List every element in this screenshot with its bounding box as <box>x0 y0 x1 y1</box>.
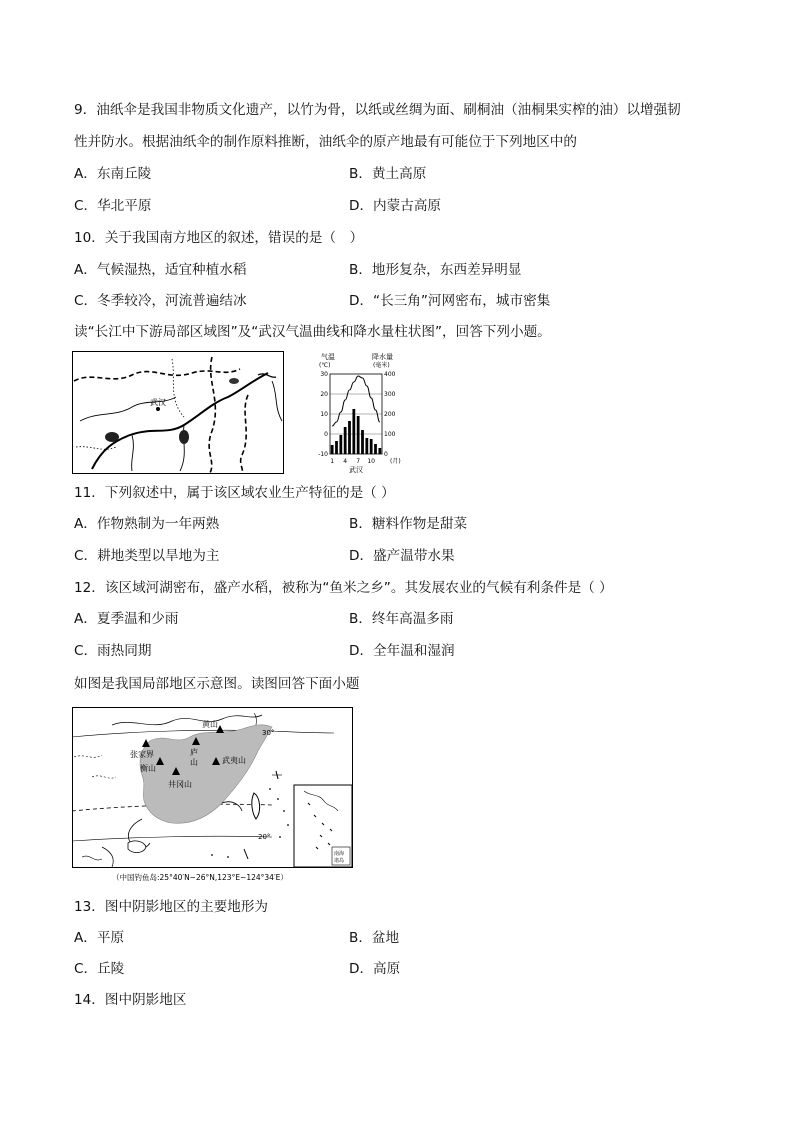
q11-option-b: B．糖料作物是甜菜 <box>349 516 468 532</box>
precip-bar-month-12 <box>378 448 381 454</box>
q9-option-b: B．黄土高原 <box>349 166 427 182</box>
month-tick-label: 4 <box>343 458 348 465</box>
temp-tick-label: 30 <box>320 371 328 378</box>
label-hengshan: 衡山 <box>140 764 156 773</box>
precip-bar-month-8 <box>361 430 364 454</box>
q10-option-a: A．气候湿热，适宜种植水稻 <box>74 262 247 278</box>
temp-axis-label: 气温 <box>321 353 335 361</box>
q10-option-b: B．地形复杂，东西差异明显 <box>349 262 522 278</box>
q11-option-d: D．盛产温带水果 <box>349 548 455 564</box>
precip-bar-month-6 <box>352 409 355 454</box>
q13-option-a: A．平原 <box>74 930 125 946</box>
q13-option-b: B．盆地 <box>349 930 400 946</box>
q9-option-d: D．内蒙古高原 <box>349 198 442 214</box>
chart-title: 武汉 <box>349 466 363 474</box>
temp-tick-label: 20 <box>320 391 328 398</box>
q12-option-d: D．全年温和湿润 <box>349 643 455 659</box>
precip-bar-month-9 <box>365 438 368 454</box>
south-china-map <box>72 707 354 885</box>
label-lushan-2: 山 <box>190 758 198 767</box>
temp-axis-unit: (℃) <box>319 362 331 369</box>
month-tick-label: 10 <box>367 458 375 465</box>
label-lushan-1: 庐 <box>190 748 198 757</box>
label-wuyishan: 武夷山 <box>222 756 246 765</box>
precip-tick-label: 200 <box>384 411 396 418</box>
intro-1: 读“长江中下游局部区域图”及“武汉气温曲线和降水量柱状图”，回答下列小题。 <box>74 324 551 340</box>
precip-bar-month-2 <box>335 441 338 454</box>
q9-stem-line1: 9．油纸伞是我国非物质文化遗产，以竹为骨，以纸或丝绸为面、刷桐油（油桐果实榨的油）以增强韧 <box>74 102 681 118</box>
precip-bar-month-10 <box>370 439 373 454</box>
q13-option-d: D．高原 <box>349 961 401 977</box>
q9-option-a: A．东南丘陵 <box>74 166 152 182</box>
precip-bar-month-4 <box>344 427 347 454</box>
precip-bar-month-11 <box>374 444 377 454</box>
precip-bar-month-7 <box>357 416 360 454</box>
q10-stem: 10．关于我国南方地区的叙述，错误的是（ ） <box>74 230 364 246</box>
intro-2: 如图是我国局部地区示意图。读图回答下面小题 <box>74 676 360 692</box>
q12-option-a: A．夏季温和少雨 <box>74 611 179 627</box>
inset-label-2: 诸岛 <box>334 858 345 864</box>
precip-tick-label: 400 <box>384 371 396 378</box>
q9-option-c: C．华北平原 <box>74 198 152 214</box>
yangtze-region-map <box>72 351 284 474</box>
label-jinggangshan: 井冈山 <box>168 780 192 789</box>
precip-bar-month-5 <box>348 421 351 454</box>
q10-option-d: D．“长三角”河网密布，城市密集 <box>349 293 551 309</box>
month-tick-label: 1 <box>330 458 335 465</box>
precip-axis-unit: (毫米) <box>373 362 390 369</box>
wuhan-climate-chart <box>310 350 410 475</box>
q11-stem: 11．下列叙述中，属于该区域农业生产特征的是（ ） <box>74 485 395 501</box>
q13-stem: 13．图中阴影地区的主要地形为 <box>74 899 269 915</box>
precip-tick-label: 300 <box>384 391 396 398</box>
precip-bar-month-1 <box>331 445 334 454</box>
label-huangshan: 黄山 <box>202 720 218 729</box>
q12-option-c: C．雨热同期 <box>74 643 152 659</box>
precip-bar-month-3 <box>339 435 342 454</box>
figure2-caption: （中国钓鱼岛:25°40′N~26°N,123°E~124°34′E） <box>112 873 288 882</box>
q13-option-c: C．丘陵 <box>74 961 125 977</box>
precip-tick-label: 100 <box>384 431 396 438</box>
q14-stem: 14．图中阴影地区 <box>74 992 187 1008</box>
temp-tick-label: -10 <box>318 451 328 458</box>
q9-stem-line2: 性并防水。根据油纸伞的制作原料推断，油纸伞的原产地最有可能位于下列地区中的 <box>74 134 577 150</box>
q10-option-c: C．冬季较冷，河流普遍结冰 <box>74 293 247 309</box>
precip-tick-label: 0 <box>384 451 388 458</box>
q11-option-a: A．作物熟制为一年两熟 <box>74 516 220 532</box>
temp-tick-label: 0 <box>324 431 328 438</box>
temp-tick-label: 10 <box>320 411 328 418</box>
month-tick-label: 7 <box>356 458 361 465</box>
q12-option-b: B．终年高温多雨 <box>349 611 454 627</box>
inset-label-1: 南海 <box>334 851 345 857</box>
x-axis-unit: (月) <box>390 458 401 465</box>
latitude-30-label: 30° <box>262 729 275 737</box>
latitude-20-label: 20° <box>258 833 271 841</box>
precip-axis-label: 降水量 <box>372 353 393 361</box>
q11-option-c: C．耕地类型以旱地为主 <box>74 548 220 564</box>
q12-stem: 12．该区域河湖密布，盛产水稻，被称为“鱼米之乡”。其发展农业的气候有利条件是（ ） <box>74 580 613 596</box>
map-label-wuhan: 武汉 <box>150 398 166 407</box>
label-zhangjiajie: 张家界 <box>130 750 154 759</box>
temperature-curve <box>332 376 380 426</box>
